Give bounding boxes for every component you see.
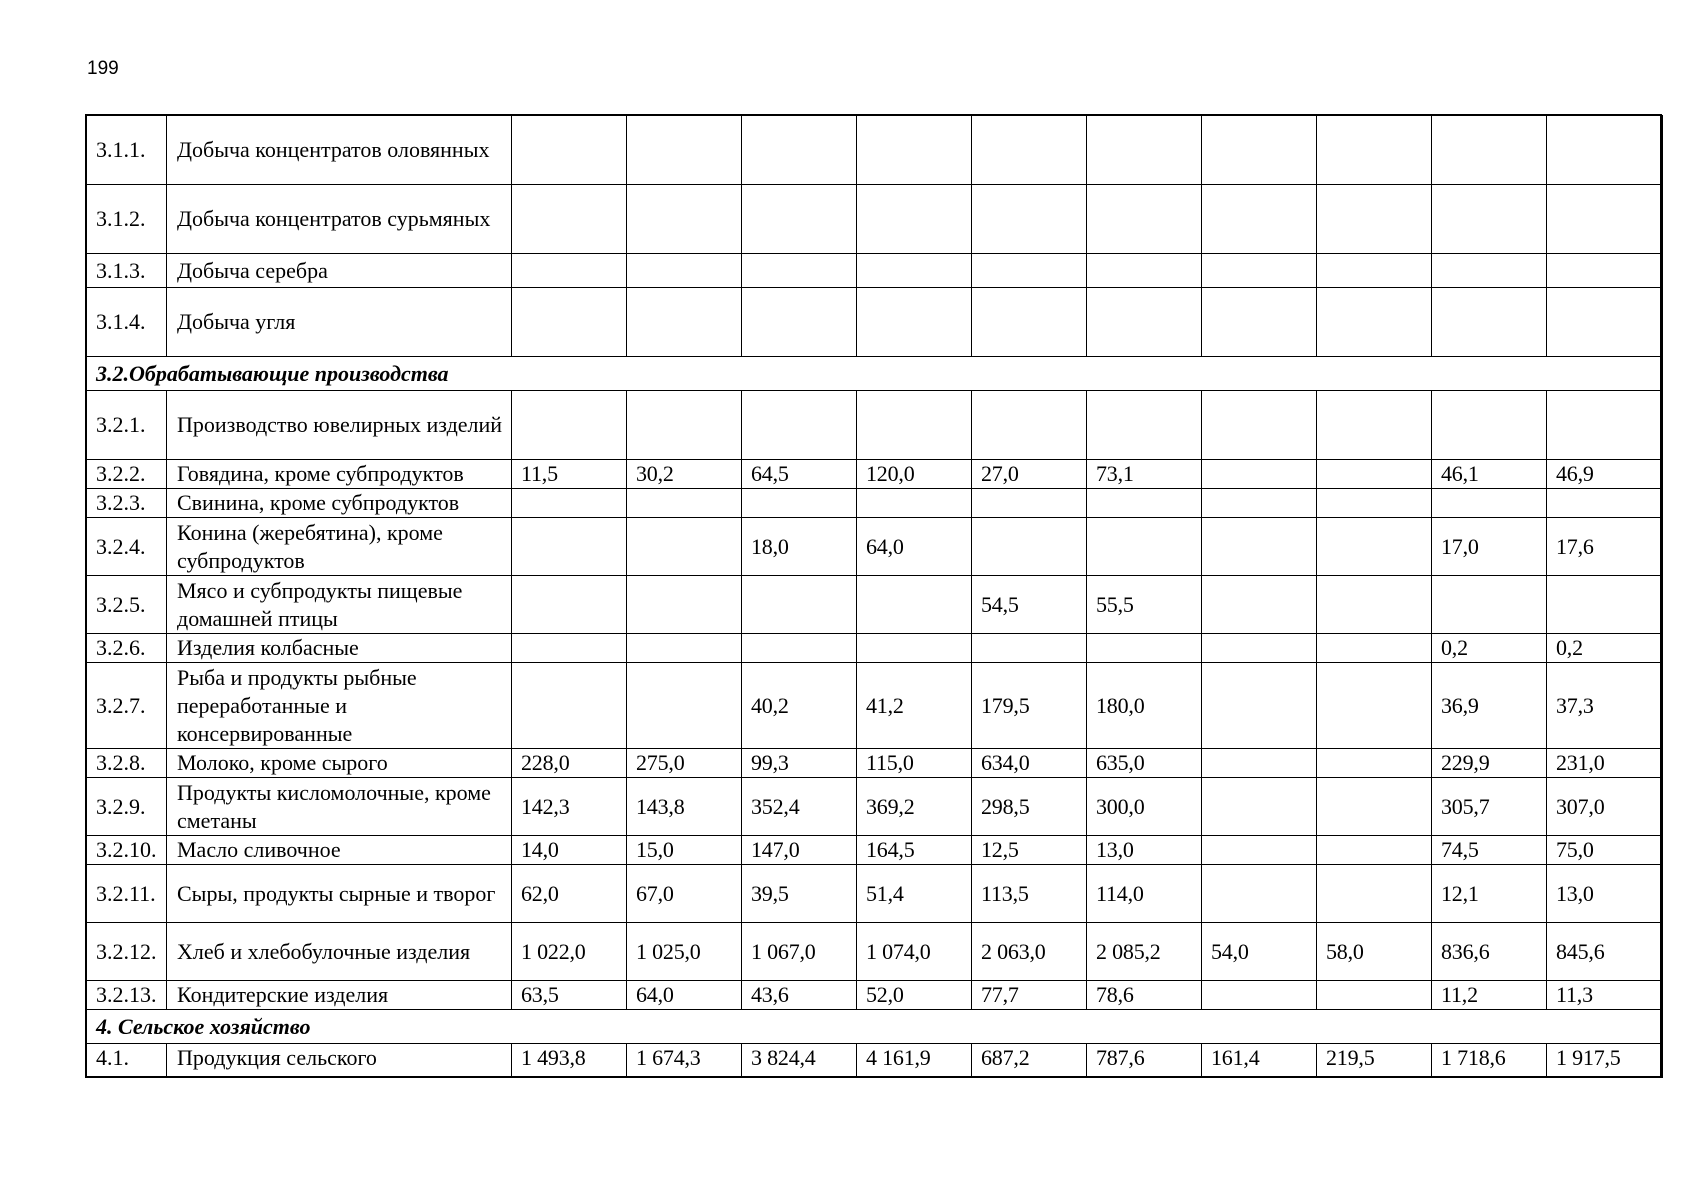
value-cell: 15,0 <box>627 836 742 865</box>
value-cell <box>857 576 972 634</box>
value-cell: 18,0 <box>742 518 857 576</box>
table-row <box>87 116 1663 185</box>
value-cell: 1 074,0 <box>857 923 972 981</box>
table-row <box>87 865 1663 923</box>
value-cell <box>742 185 857 254</box>
value-cell <box>627 518 742 576</box>
value-cell: 1 917,5 <box>1547 1044 1663 1078</box>
row-code: 3.2.10. <box>87 836 167 865</box>
value-cell <box>1202 288 1317 357</box>
value-cell: 64,0 <box>627 981 742 1010</box>
value-cell <box>512 489 627 518</box>
value-cell <box>1317 576 1432 634</box>
value-cell <box>512 518 627 576</box>
table-row <box>87 460 1663 489</box>
value-cell <box>512 288 627 357</box>
value-cell: 1 718,6 <box>1432 1044 1547 1078</box>
value-cell: 147,0 <box>742 836 857 865</box>
section-row <box>87 357 1663 391</box>
value-cell: 836,6 <box>1432 923 1547 981</box>
value-cell: 115,0 <box>857 749 972 778</box>
value-cell: 1 493,8 <box>512 1044 627 1078</box>
value-cell: 41,2 <box>857 663 972 749</box>
value-cell <box>1202 749 1317 778</box>
value-cell: 687,2 <box>972 1044 1087 1078</box>
value-cell: 142,3 <box>512 778 627 836</box>
table-body <box>87 116 1663 1078</box>
row-code: 3.2.3. <box>87 489 167 518</box>
value-cell: 3 824,4 <box>742 1044 857 1078</box>
value-cell: 30,2 <box>627 460 742 489</box>
row-name: Добыча концентратов оловянных <box>167 116 512 185</box>
value-cell <box>627 634 742 663</box>
value-cell <box>1432 254 1547 288</box>
table-row <box>87 489 1663 518</box>
row-code: 3.2.2. <box>87 460 167 489</box>
row-code: 3.2.6. <box>87 634 167 663</box>
value-cell <box>1202 460 1317 489</box>
value-cell: 0,2 <box>1432 634 1547 663</box>
value-cell <box>972 116 1087 185</box>
value-cell <box>742 254 857 288</box>
value-cell: 275,0 <box>627 749 742 778</box>
value-cell: 14,0 <box>512 836 627 865</box>
row-code: 3.1.2. <box>87 185 167 254</box>
value-cell: 228,0 <box>512 749 627 778</box>
value-cell: 74,5 <box>1432 836 1547 865</box>
table-row <box>87 576 1663 634</box>
value-cell <box>1202 865 1317 923</box>
row-code: 3.2.8. <box>87 749 167 778</box>
value-cell <box>972 391 1087 460</box>
value-cell <box>1547 576 1663 634</box>
row-name: Продукция сельского <box>167 1044 512 1078</box>
value-cell: 43,6 <box>742 981 857 1010</box>
value-cell: 62,0 <box>512 865 627 923</box>
value-cell <box>627 116 742 185</box>
value-cell: 13,0 <box>1087 836 1202 865</box>
value-cell: 11,3 <box>1547 981 1663 1010</box>
value-cell <box>1432 391 1547 460</box>
value-cell: 4 161,9 <box>857 1044 972 1078</box>
value-cell: 37,3 <box>1547 663 1663 749</box>
value-cell <box>1202 778 1317 836</box>
value-cell <box>1432 116 1547 185</box>
value-cell <box>1087 116 1202 185</box>
value-cell: 369,2 <box>857 778 972 836</box>
value-cell: 298,5 <box>972 778 1087 836</box>
table-row <box>87 663 1663 749</box>
value-cell <box>1202 518 1317 576</box>
section-title: 3.2.Обрабатывающие производства <box>87 357 1663 391</box>
value-cell <box>1317 836 1432 865</box>
value-cell <box>857 116 972 185</box>
value-cell <box>1432 288 1547 357</box>
value-cell: 55,5 <box>1087 576 1202 634</box>
value-cell: 64,0 <box>857 518 972 576</box>
row-code: 3.2.7. <box>87 663 167 749</box>
value-cell: 179,5 <box>972 663 1087 749</box>
row-name: Изделия колбасные <box>167 634 512 663</box>
value-cell <box>627 391 742 460</box>
value-cell <box>1202 254 1317 288</box>
table-row <box>87 836 1663 865</box>
value-cell <box>1317 116 1432 185</box>
value-cell <box>857 489 972 518</box>
value-cell: 231,0 <box>1547 749 1663 778</box>
row-name: Добыча угля <box>167 288 512 357</box>
value-cell <box>627 254 742 288</box>
row-code: 3.2.4. <box>87 518 167 576</box>
value-cell: 58,0 <box>1317 923 1432 981</box>
value-cell <box>1087 489 1202 518</box>
value-cell <box>1317 254 1432 288</box>
value-cell <box>742 489 857 518</box>
row-name: Сыры, продукты сырные и творог <box>167 865 512 923</box>
value-cell <box>1317 391 1432 460</box>
value-cell: 307,0 <box>1547 778 1663 836</box>
value-cell: 12,5 <box>972 836 1087 865</box>
value-cell <box>1087 391 1202 460</box>
row-name: Масло сливочное <box>167 836 512 865</box>
value-cell <box>1547 288 1663 357</box>
value-cell <box>1317 778 1432 836</box>
value-cell <box>1432 185 1547 254</box>
value-cell: 845,6 <box>1547 923 1663 981</box>
value-cell <box>512 391 627 460</box>
value-cell <box>1547 116 1663 185</box>
value-cell: 219,5 <box>1317 1044 1432 1078</box>
value-cell: 164,5 <box>857 836 972 865</box>
value-cell <box>1547 391 1663 460</box>
value-cell: 180,0 <box>1087 663 1202 749</box>
row-name: Продукты кисломолочные, кроме сметаны <box>167 778 512 836</box>
row-code: 3.1.4. <box>87 288 167 357</box>
value-cell <box>742 391 857 460</box>
value-cell <box>1547 254 1663 288</box>
row-name: Конина (жеребятина), кроме субпродуктов <box>167 518 512 576</box>
row-code: 3.1.1. <box>87 116 167 185</box>
table-row <box>87 981 1663 1010</box>
value-cell: 40,2 <box>742 663 857 749</box>
table-row <box>87 254 1663 288</box>
value-cell: 161,4 <box>1202 1044 1317 1078</box>
value-cell <box>1547 489 1663 518</box>
value-cell <box>742 116 857 185</box>
value-cell: 54,5 <box>972 576 1087 634</box>
table-row <box>87 634 1663 663</box>
row-name: Производство ювелирных изделий <box>167 391 512 460</box>
table-row <box>87 185 1663 254</box>
value-cell: 13,0 <box>1547 865 1663 923</box>
value-cell: 1 025,0 <box>627 923 742 981</box>
row-code: 3.2.12. <box>87 923 167 981</box>
value-cell <box>512 254 627 288</box>
value-cell <box>1317 489 1432 518</box>
value-cell <box>857 185 972 254</box>
value-cell: 99,3 <box>742 749 857 778</box>
value-cell: 36,9 <box>1432 663 1547 749</box>
value-cell <box>512 576 627 634</box>
value-cell <box>1317 634 1432 663</box>
row-code: 3.2.9. <box>87 778 167 836</box>
table-row <box>87 778 1663 836</box>
value-cell <box>857 634 972 663</box>
value-cell: 229,9 <box>1432 749 1547 778</box>
value-cell: 67,0 <box>627 865 742 923</box>
value-cell <box>512 663 627 749</box>
row-name: Молоко, кроме сырого <box>167 749 512 778</box>
row-name: Мясо и субпродукты пищевые домашней птицы <box>167 576 512 634</box>
value-cell <box>1432 489 1547 518</box>
value-cell: 1 022,0 <box>512 923 627 981</box>
row-name: Рыба и продукты рыбные переработанные и консервированные <box>167 663 512 749</box>
table-row <box>87 391 1663 460</box>
value-cell <box>627 663 742 749</box>
value-cell <box>1317 981 1432 1010</box>
row-name: Добыча концентратов сурьмяных <box>167 185 512 254</box>
value-cell: 12,1 <box>1432 865 1547 923</box>
value-cell <box>1202 116 1317 185</box>
value-cell: 352,4 <box>742 778 857 836</box>
value-cell <box>512 185 627 254</box>
value-cell <box>742 634 857 663</box>
value-cell <box>512 116 627 185</box>
value-cell: 120,0 <box>857 460 972 489</box>
value-cell: 17,0 <box>1432 518 1547 576</box>
value-cell <box>972 254 1087 288</box>
value-cell: 51,4 <box>857 865 972 923</box>
value-cell <box>1317 749 1432 778</box>
value-cell: 73,1 <box>1087 460 1202 489</box>
value-cell: 46,1 <box>1432 460 1547 489</box>
value-cell <box>857 254 972 288</box>
page-number: 199 <box>87 58 119 79</box>
value-cell <box>1317 460 1432 489</box>
value-cell <box>1547 185 1663 254</box>
row-code: 4.1. <box>87 1044 167 1078</box>
table-row <box>87 288 1663 357</box>
value-cell <box>972 489 1087 518</box>
value-cell: 39,5 <box>742 865 857 923</box>
value-cell <box>627 185 742 254</box>
row-name: Добыча серебра <box>167 254 512 288</box>
value-cell: 77,7 <box>972 981 1087 1010</box>
row-code: 3.2.11. <box>87 865 167 923</box>
value-cell <box>1317 663 1432 749</box>
table-row <box>87 749 1663 778</box>
value-cell <box>742 288 857 357</box>
value-cell <box>1202 489 1317 518</box>
value-cell: 1 067,0 <box>742 923 857 981</box>
value-cell: 1 674,3 <box>627 1044 742 1078</box>
row-name: Кондитерские изделия <box>167 981 512 1010</box>
value-cell <box>1202 391 1317 460</box>
value-cell <box>1087 254 1202 288</box>
value-cell <box>627 288 742 357</box>
value-cell <box>972 518 1087 576</box>
value-cell: 64,5 <box>742 460 857 489</box>
value-cell <box>972 634 1087 663</box>
value-cell: 143,8 <box>627 778 742 836</box>
value-cell: 635,0 <box>1087 749 1202 778</box>
row-code: 3.2.1. <box>87 391 167 460</box>
value-cell <box>972 185 1087 254</box>
value-cell <box>1087 518 1202 576</box>
row-name: Свининa, кроме субпродуктов <box>167 489 512 518</box>
value-cell: 63,5 <box>512 981 627 1010</box>
value-cell: 0,2 <box>1547 634 1663 663</box>
value-cell <box>857 391 972 460</box>
table-row <box>87 1044 1663 1078</box>
value-cell: 75,0 <box>1547 836 1663 865</box>
row-name: Хлеб и хлебобулочные изделия <box>167 923 512 981</box>
value-cell: 634,0 <box>972 749 1087 778</box>
value-cell: 11,5 <box>512 460 627 489</box>
value-cell <box>1202 836 1317 865</box>
value-cell <box>1202 576 1317 634</box>
value-cell <box>1202 663 1317 749</box>
value-cell: 2 085,2 <box>1087 923 1202 981</box>
row-code: 3.1.3. <box>87 254 167 288</box>
value-cell <box>1317 865 1432 923</box>
value-cell <box>1087 185 1202 254</box>
value-cell: 54,0 <box>1202 923 1317 981</box>
value-cell: 300,0 <box>1087 778 1202 836</box>
value-cell <box>1202 981 1317 1010</box>
value-cell <box>1087 288 1202 357</box>
value-cell: 2 063,0 <box>972 923 1087 981</box>
row-code: 3.2.13. <box>87 981 167 1010</box>
section-title: 4. Сельское хозяйство <box>87 1010 1663 1044</box>
value-cell <box>1317 288 1432 357</box>
row-code: 3.2.5. <box>87 576 167 634</box>
table-row <box>87 923 1663 981</box>
value-cell: 27,0 <box>972 460 1087 489</box>
value-cell <box>1317 185 1432 254</box>
value-cell <box>742 576 857 634</box>
value-cell <box>1087 634 1202 663</box>
value-cell <box>512 634 627 663</box>
statistics-table <box>86 115 1663 1078</box>
row-name: Говядина, кроме субпродуктов <box>167 460 512 489</box>
value-cell: 787,6 <box>1087 1044 1202 1078</box>
value-cell: 78,6 <box>1087 981 1202 1010</box>
section-row <box>87 1010 1663 1044</box>
value-cell: 17,6 <box>1547 518 1663 576</box>
value-cell <box>627 489 742 518</box>
value-cell: 11,2 <box>1432 981 1547 1010</box>
value-cell: 305,7 <box>1432 778 1547 836</box>
value-cell <box>627 576 742 634</box>
value-cell <box>1202 634 1317 663</box>
value-cell: 52,0 <box>857 981 972 1010</box>
value-cell: 46,9 <box>1547 460 1663 489</box>
value-cell <box>857 288 972 357</box>
table-row <box>87 518 1663 576</box>
value-cell: 114,0 <box>1087 865 1202 923</box>
value-cell <box>1202 185 1317 254</box>
value-cell: 113,5 <box>972 865 1087 923</box>
value-cell <box>1317 518 1432 576</box>
value-cell <box>1432 576 1547 634</box>
value-cell <box>972 288 1087 357</box>
